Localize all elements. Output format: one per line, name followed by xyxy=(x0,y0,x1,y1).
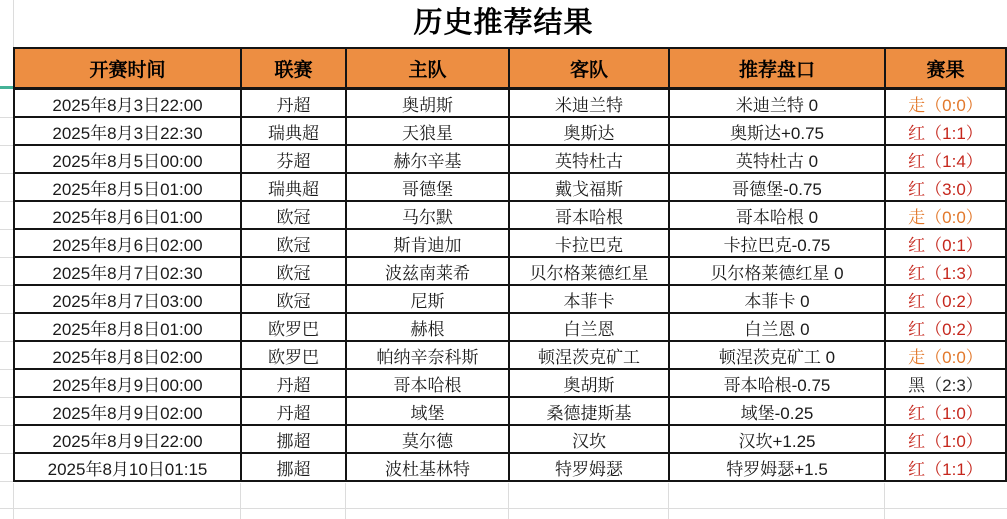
header-cell-handicap[interactable]: 推荐盘口 xyxy=(669,48,885,89)
cell-result[interactable]: 红（1:1） xyxy=(885,453,1006,481)
cell-away-team[interactable]: 白兰恩 xyxy=(509,313,669,341)
header-row xyxy=(14,48,1006,89)
cell-home-team[interactable]: 尼斯 xyxy=(346,285,509,313)
table-row xyxy=(14,173,1006,201)
cell-league[interactable]: 丹超 xyxy=(241,369,346,397)
table-row xyxy=(14,201,1006,229)
cell-handicap[interactable]: 汉坎+1.25 xyxy=(669,425,885,453)
cell-home-team[interactable]: 斯肯迪加 xyxy=(346,229,509,257)
cell-league[interactable]: 欧冠 xyxy=(241,229,346,257)
cell-time[interactable]: 2025年8月7日03:00 xyxy=(14,285,241,313)
table-row xyxy=(14,453,1006,481)
cell-result[interactable]: 红（1:3） xyxy=(885,257,1006,285)
cell-away-team[interactable]: 桑德捷斯基 xyxy=(509,397,669,425)
cell-handicap[interactable]: 贝尔格莱德红星 0 xyxy=(669,257,885,285)
cell-time[interactable]: 2025年8月9日00:00 xyxy=(14,369,241,397)
cell-result[interactable]: 红（1:0） xyxy=(885,397,1006,425)
cell-result[interactable]: 红（3:0） xyxy=(885,173,1006,201)
cell-home-team[interactable]: 哥德堡 xyxy=(346,173,509,201)
cell-time[interactable]: 2025年8月10日01:15 xyxy=(14,453,241,481)
cell-home-team[interactable]: 域堡 xyxy=(346,397,509,425)
cell-time[interactable]: 2025年8月9日22:00 xyxy=(14,425,241,453)
table-row xyxy=(14,397,1006,425)
cell-home-team[interactable]: 波兹南莱希 xyxy=(346,257,509,285)
cell-away-team[interactable]: 汉坎 xyxy=(509,425,669,453)
cell-handicap[interactable]: 米迪兰特 0 xyxy=(669,89,885,118)
header-cell-home[interactable]: 主队 xyxy=(346,48,509,89)
cell-result[interactable]: 红（0:1） xyxy=(885,229,1006,257)
table-row xyxy=(14,341,1006,369)
cell-league[interactable]: 欧罗巴 xyxy=(241,341,346,369)
cell-result[interactable]: 红（0:2） xyxy=(885,285,1006,313)
cell-away-team[interactable]: 本菲卡 xyxy=(509,285,669,313)
cell-result[interactable]: 红（1:1） xyxy=(885,117,1006,145)
cell-league[interactable]: 欧冠 xyxy=(241,257,346,285)
page-title: 历史推荐结果 xyxy=(413,7,594,39)
cell-result[interactable]: 红（1:0） xyxy=(885,425,1006,453)
gridline-vertical xyxy=(345,483,346,519)
header-cell-league[interactable]: 联赛 xyxy=(241,48,346,89)
cell-handicap[interactable]: 顿涅茨克矿工 0 xyxy=(669,341,885,369)
cell-time[interactable]: 2025年8月8日01:00 xyxy=(14,313,241,341)
cell-home-team[interactable]: 天狼星 xyxy=(346,117,509,145)
cell-away-team[interactable]: 英特杜古 xyxy=(509,145,669,173)
cell-result[interactable]: 走（0:0） xyxy=(885,201,1006,229)
cell-away-team[interactable]: 奥胡斯 xyxy=(509,369,669,397)
header-cell-away[interactable]: 客队 xyxy=(509,48,669,89)
cell-time[interactable]: 2025年8月7日02:30 xyxy=(14,257,241,285)
gridline-vertical xyxy=(240,483,241,519)
gridline-vertical xyxy=(884,483,885,519)
cell-handicap[interactable]: 本菲卡 0 xyxy=(669,285,885,313)
gridline-vertical xyxy=(13,483,14,519)
cell-away-team[interactable]: 卡拉巴克 xyxy=(509,229,669,257)
cell-handicap[interactable]: 哥本哈根-0.75 xyxy=(669,369,885,397)
cell-handicap[interactable]: 白兰恩 0 xyxy=(669,313,885,341)
cell-result[interactable]: 黑（2:3） xyxy=(885,369,1006,397)
table-header xyxy=(14,48,1006,89)
cell-away-team[interactable]: 戴戈福斯 xyxy=(509,173,669,201)
cell-away-team[interactable]: 特罗姆瑟 xyxy=(509,453,669,481)
results-table-container xyxy=(13,47,1007,482)
cell-time[interactable]: 2025年8月8日02:00 xyxy=(14,341,241,369)
cell-league[interactable]: 欧冠 xyxy=(241,201,346,229)
cell-league[interactable]: 欧罗巴 xyxy=(241,313,346,341)
cell-result[interactable]: 走（0:0） xyxy=(885,89,1006,118)
cell-handicap[interactable]: 奥斯达+0.75 xyxy=(669,117,885,145)
cell-home-team[interactable]: 奥胡斯 xyxy=(346,89,509,118)
cell-time[interactable]: 2025年8月9日02:00 xyxy=(14,397,241,425)
cell-league[interactable]: 丹超 xyxy=(241,397,346,425)
cell-time[interactable]: 2025年8月5日00:00 xyxy=(14,145,241,173)
cell-home-team[interactable]: 莫尔德 xyxy=(346,425,509,453)
cell-league[interactable]: 挪超 xyxy=(241,453,346,481)
cell-result[interactable]: 红（1:4） xyxy=(885,145,1006,173)
cell-away-team[interactable]: 顿涅茨克矿工 xyxy=(509,341,669,369)
cell-home-team[interactable]: 哥本哈根 xyxy=(346,369,509,397)
header-cell-time[interactable]: 开赛时间 xyxy=(14,48,241,89)
gridline-horizontal xyxy=(0,508,1007,509)
table-row xyxy=(14,89,1006,118)
cell-league[interactable]: 欧冠 xyxy=(241,285,346,313)
cell-away-team[interactable]: 哥本哈根 xyxy=(509,201,669,229)
table-row xyxy=(14,425,1006,453)
results-table xyxy=(13,47,1007,482)
table-row xyxy=(14,285,1006,313)
cell-time[interactable]: 2025年8月3日22:00 xyxy=(14,89,241,118)
header-cell-result[interactable]: 赛果 xyxy=(885,48,1006,89)
cell-handicap[interactable]: 特罗姆瑟+1.5 xyxy=(669,453,885,481)
cell-home-team[interactable]: 帕纳辛奈科斯 xyxy=(346,341,509,369)
table-row xyxy=(14,145,1006,173)
cell-home-team[interactable]: 波杜基林特 xyxy=(346,453,509,481)
cell-time[interactable]: 2025年8月6日01:00 xyxy=(14,201,241,229)
cell-handicap[interactable]: 哥德堡-0.75 xyxy=(669,173,885,201)
cell-handicap[interactable]: 哥本哈根 0 xyxy=(669,201,885,229)
cell-result[interactable]: 走（0:0） xyxy=(885,341,1006,369)
cell-league[interactable]: 丹超 xyxy=(241,89,346,118)
cell-league[interactable]: 挪超 xyxy=(241,425,346,453)
cell-league[interactable]: 瑞典超 xyxy=(241,117,346,145)
cell-league[interactable]: 瑞典超 xyxy=(241,173,346,201)
table-row xyxy=(14,257,1006,285)
cell-handicap[interactable]: 英特杜古 0 xyxy=(669,145,885,173)
cell-away-team[interactable]: 米迪兰特 xyxy=(509,89,669,118)
cell-away-team[interactable]: 奥斯达 xyxy=(509,117,669,145)
table-row xyxy=(14,369,1006,397)
table-body xyxy=(14,89,1006,482)
cell-home-team[interactable]: 赫尔辛基 xyxy=(346,145,509,173)
table-row xyxy=(14,117,1006,145)
cell-time[interactable]: 2025年8月3日22:30 xyxy=(14,117,241,145)
cell-league[interactable]: 芬超 xyxy=(241,145,346,173)
table-row xyxy=(14,229,1006,257)
cell-home-team[interactable]: 马尔默 xyxy=(346,201,509,229)
cell-time[interactable]: 2025年8月5日01:00 xyxy=(14,173,241,201)
cell-handicap[interactable]: 卡拉巴克-0.75 xyxy=(669,229,885,257)
freeze-indicator xyxy=(0,86,14,89)
cell-handicap[interactable]: 域堡-0.25 xyxy=(669,397,885,425)
table-row xyxy=(14,313,1006,341)
gridline-vertical xyxy=(668,483,669,519)
cell-away-team[interactable]: 贝尔格莱德红星 xyxy=(509,257,669,285)
cell-time[interactable]: 2025年8月6日02:00 xyxy=(14,229,241,257)
cell-home-team[interactable]: 赫根 xyxy=(346,313,509,341)
gutter-gridlines xyxy=(0,90,13,483)
gridline-vertical xyxy=(508,483,509,519)
cell-result[interactable]: 红（0:2） xyxy=(885,313,1006,341)
